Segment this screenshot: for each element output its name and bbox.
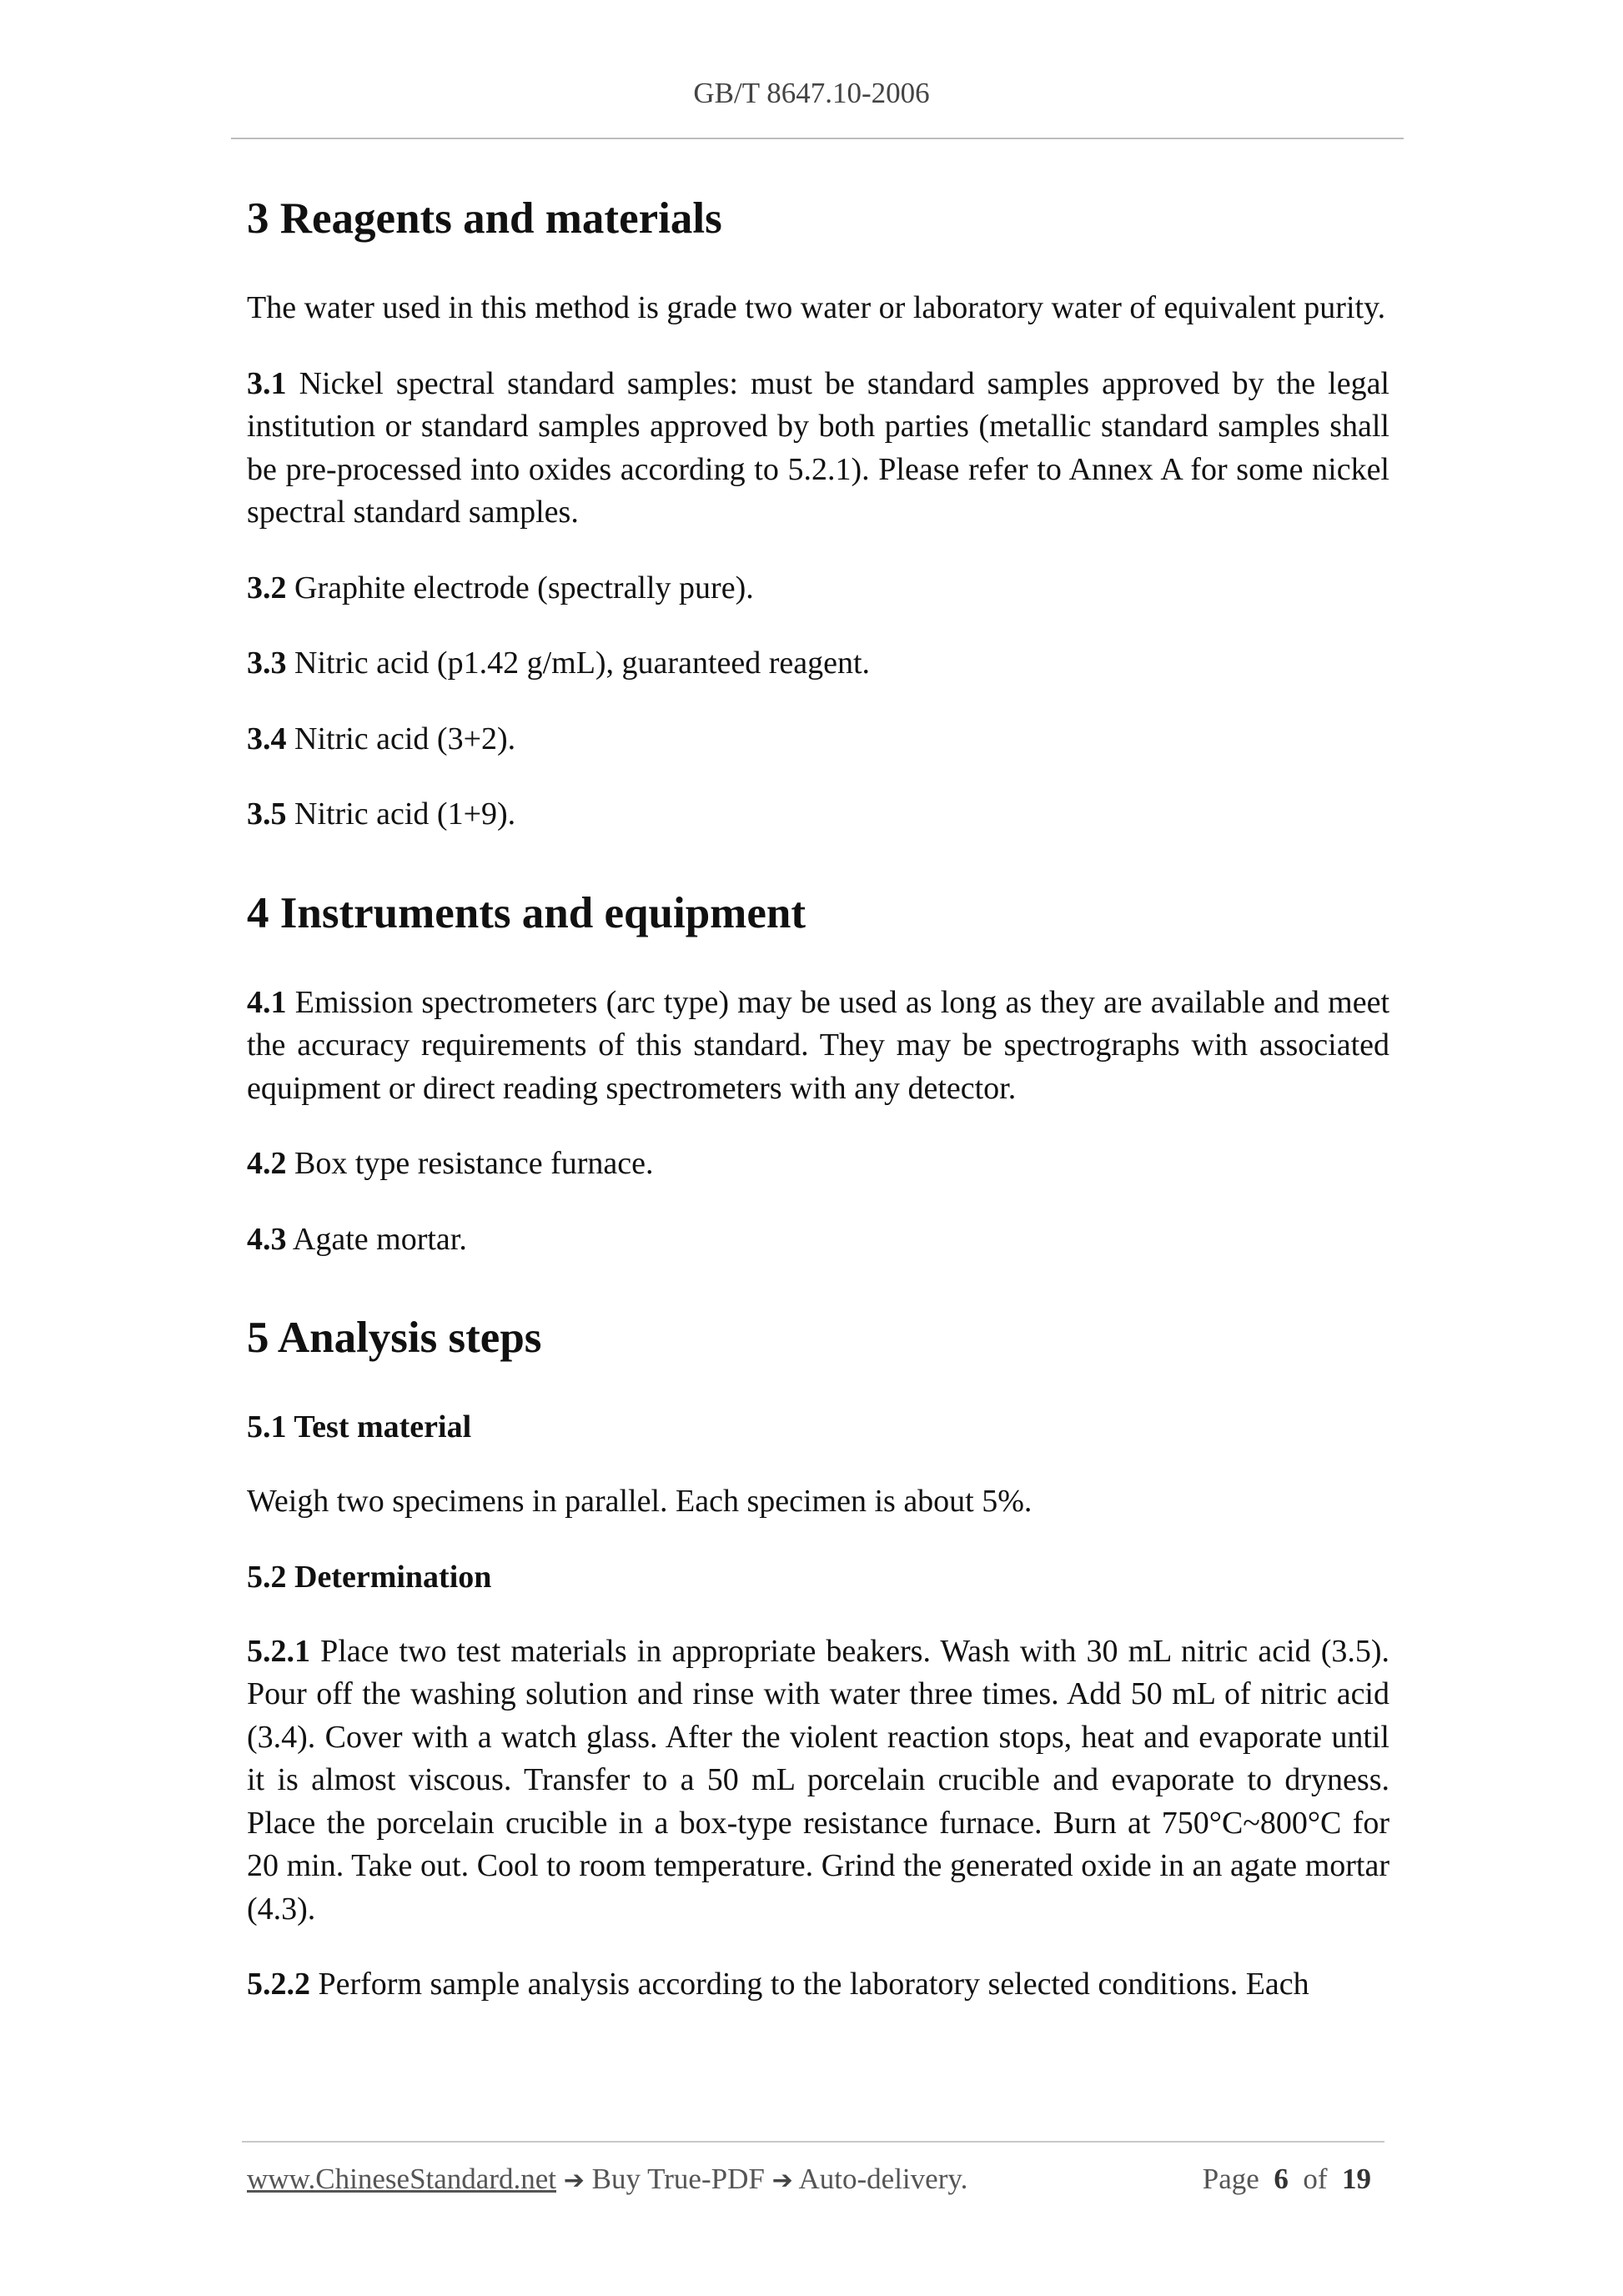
clause-5-2-2 [247,1963,1389,2007]
delivery-text: Auto-delivery. [792,2163,968,2195]
section-5-title: 5 Analysis steps [247,1314,542,1362]
clause-text: Perform sample analysis according to the laboratory selected conditions. Each [310,1967,1309,2002]
page-footer [247,2160,1381,2200]
section-3-title: 3 Reagents and materials [247,194,722,243]
clause-text: Box type resistance furnace. [286,1146,654,1181]
clause-text: Nitric acid (1+9). [286,796,516,831]
clause-number: 4.1 [247,984,287,1020]
clause-number: 5.2.2 [247,1967,310,2002]
subsection-5-1-title: 5.1 Test material [247,1409,472,1444]
buy-text: Buy True-PDF [584,2163,772,2195]
clause-text: Agate mortar. [286,1221,467,1257]
clause-3-5 [247,793,1389,837]
page-number [1203,2160,1371,2198]
clause-4-2 [247,1143,1389,1186]
clause-number: 5.2.1 [247,1633,310,1669]
footer-divider [242,2141,1384,2143]
clause-number: 3.1 [247,365,287,401]
clause-text: Nitric acid (3+2). [286,721,516,756]
clause-number: 4.2 [247,1146,287,1181]
clause-3-1 [247,363,1389,535]
subsection-5-1-text: Weigh two specimens in parallel. Each specimen is about 5%. [247,1484,1033,1519]
clause-text: Graphite electrode (spectrally pure). [286,570,754,605]
clause-5-2-1 [247,1630,1389,1932]
clause-number: 4.3 [247,1221,287,1257]
clause-text: Nickel spectral standard samples: must be standard samples approved by the legal institution or standard samples approved by both parties (metallic standard samples shall be pre-processed into oxides according to 5.2.1). Please refer to Annex A for some nickel spectral standard samples. [247,365,1389,530]
document-body [247,185,1389,2007]
clause-3-3 [247,642,1389,686]
clause-text: Nitric acid (p1.42 g/mL), guaranteed reagent. [286,646,871,681]
arrow-right-icon: ➔ [563,2166,585,2195]
of-word: of [1303,2163,1328,2195]
website-link[interactable]: www.ChineseStandard.net [247,2163,556,2195]
subsection-5-2-title: 5.2 Determination [247,1559,492,1595]
clause-3-4 [247,718,1389,761]
clause-4-3 [247,1218,1389,1262]
clause-3-2 [247,567,1389,610]
total-pages: 19 [1342,2163,1371,2195]
clause-text: Emission spectrometers (arc type) may be used as long as they are available and meet the accuracy requirements of this standard. They may be spectrographs with associated equipment or direct reading spectrometers with any detector. [247,984,1389,1106]
clause-number: 3.5 [247,796,287,831]
current-page: 6 [1274,2163,1289,2195]
page-word: Page [1202,2163,1259,2195]
clause-number: 3.2 [247,570,287,605]
clause-text: Place two test materials in appropriate beakers. Wash with 30 mL nitric acid (3.5). Pour off the washing solution and rinse with water three times. Add 50 mL of nitric acid (3.4). Cover with a watch glass. After the violent reaction stops, heat and evaporate until it is almost viscous. Transfer to a 50 mL porcelain crucible and evaporate to dryness. Place the porcelain crucible in a box-type resistance furnace. Burn at 750°C~800°C for 20 min. Take out. Cool to room temperature. Grind the generated oxide in an agate mortar (4.3). [247,1633,1389,1927]
header-divider [231,138,1404,139]
clause-number: 3.3 [247,646,287,681]
clause-number: 3.4 [247,721,287,756]
section-4-title: 4 Instruments and equipment [247,888,806,937]
arrow-right-icon: ➔ [771,2166,793,2195]
page-header: GB/T 8647.10-2006 [693,77,930,109]
section-3-intro: The water used in this method is grade two water or laboratory water of equivalent purity. [247,290,1386,325]
clause-4-1 [247,982,1389,1111]
